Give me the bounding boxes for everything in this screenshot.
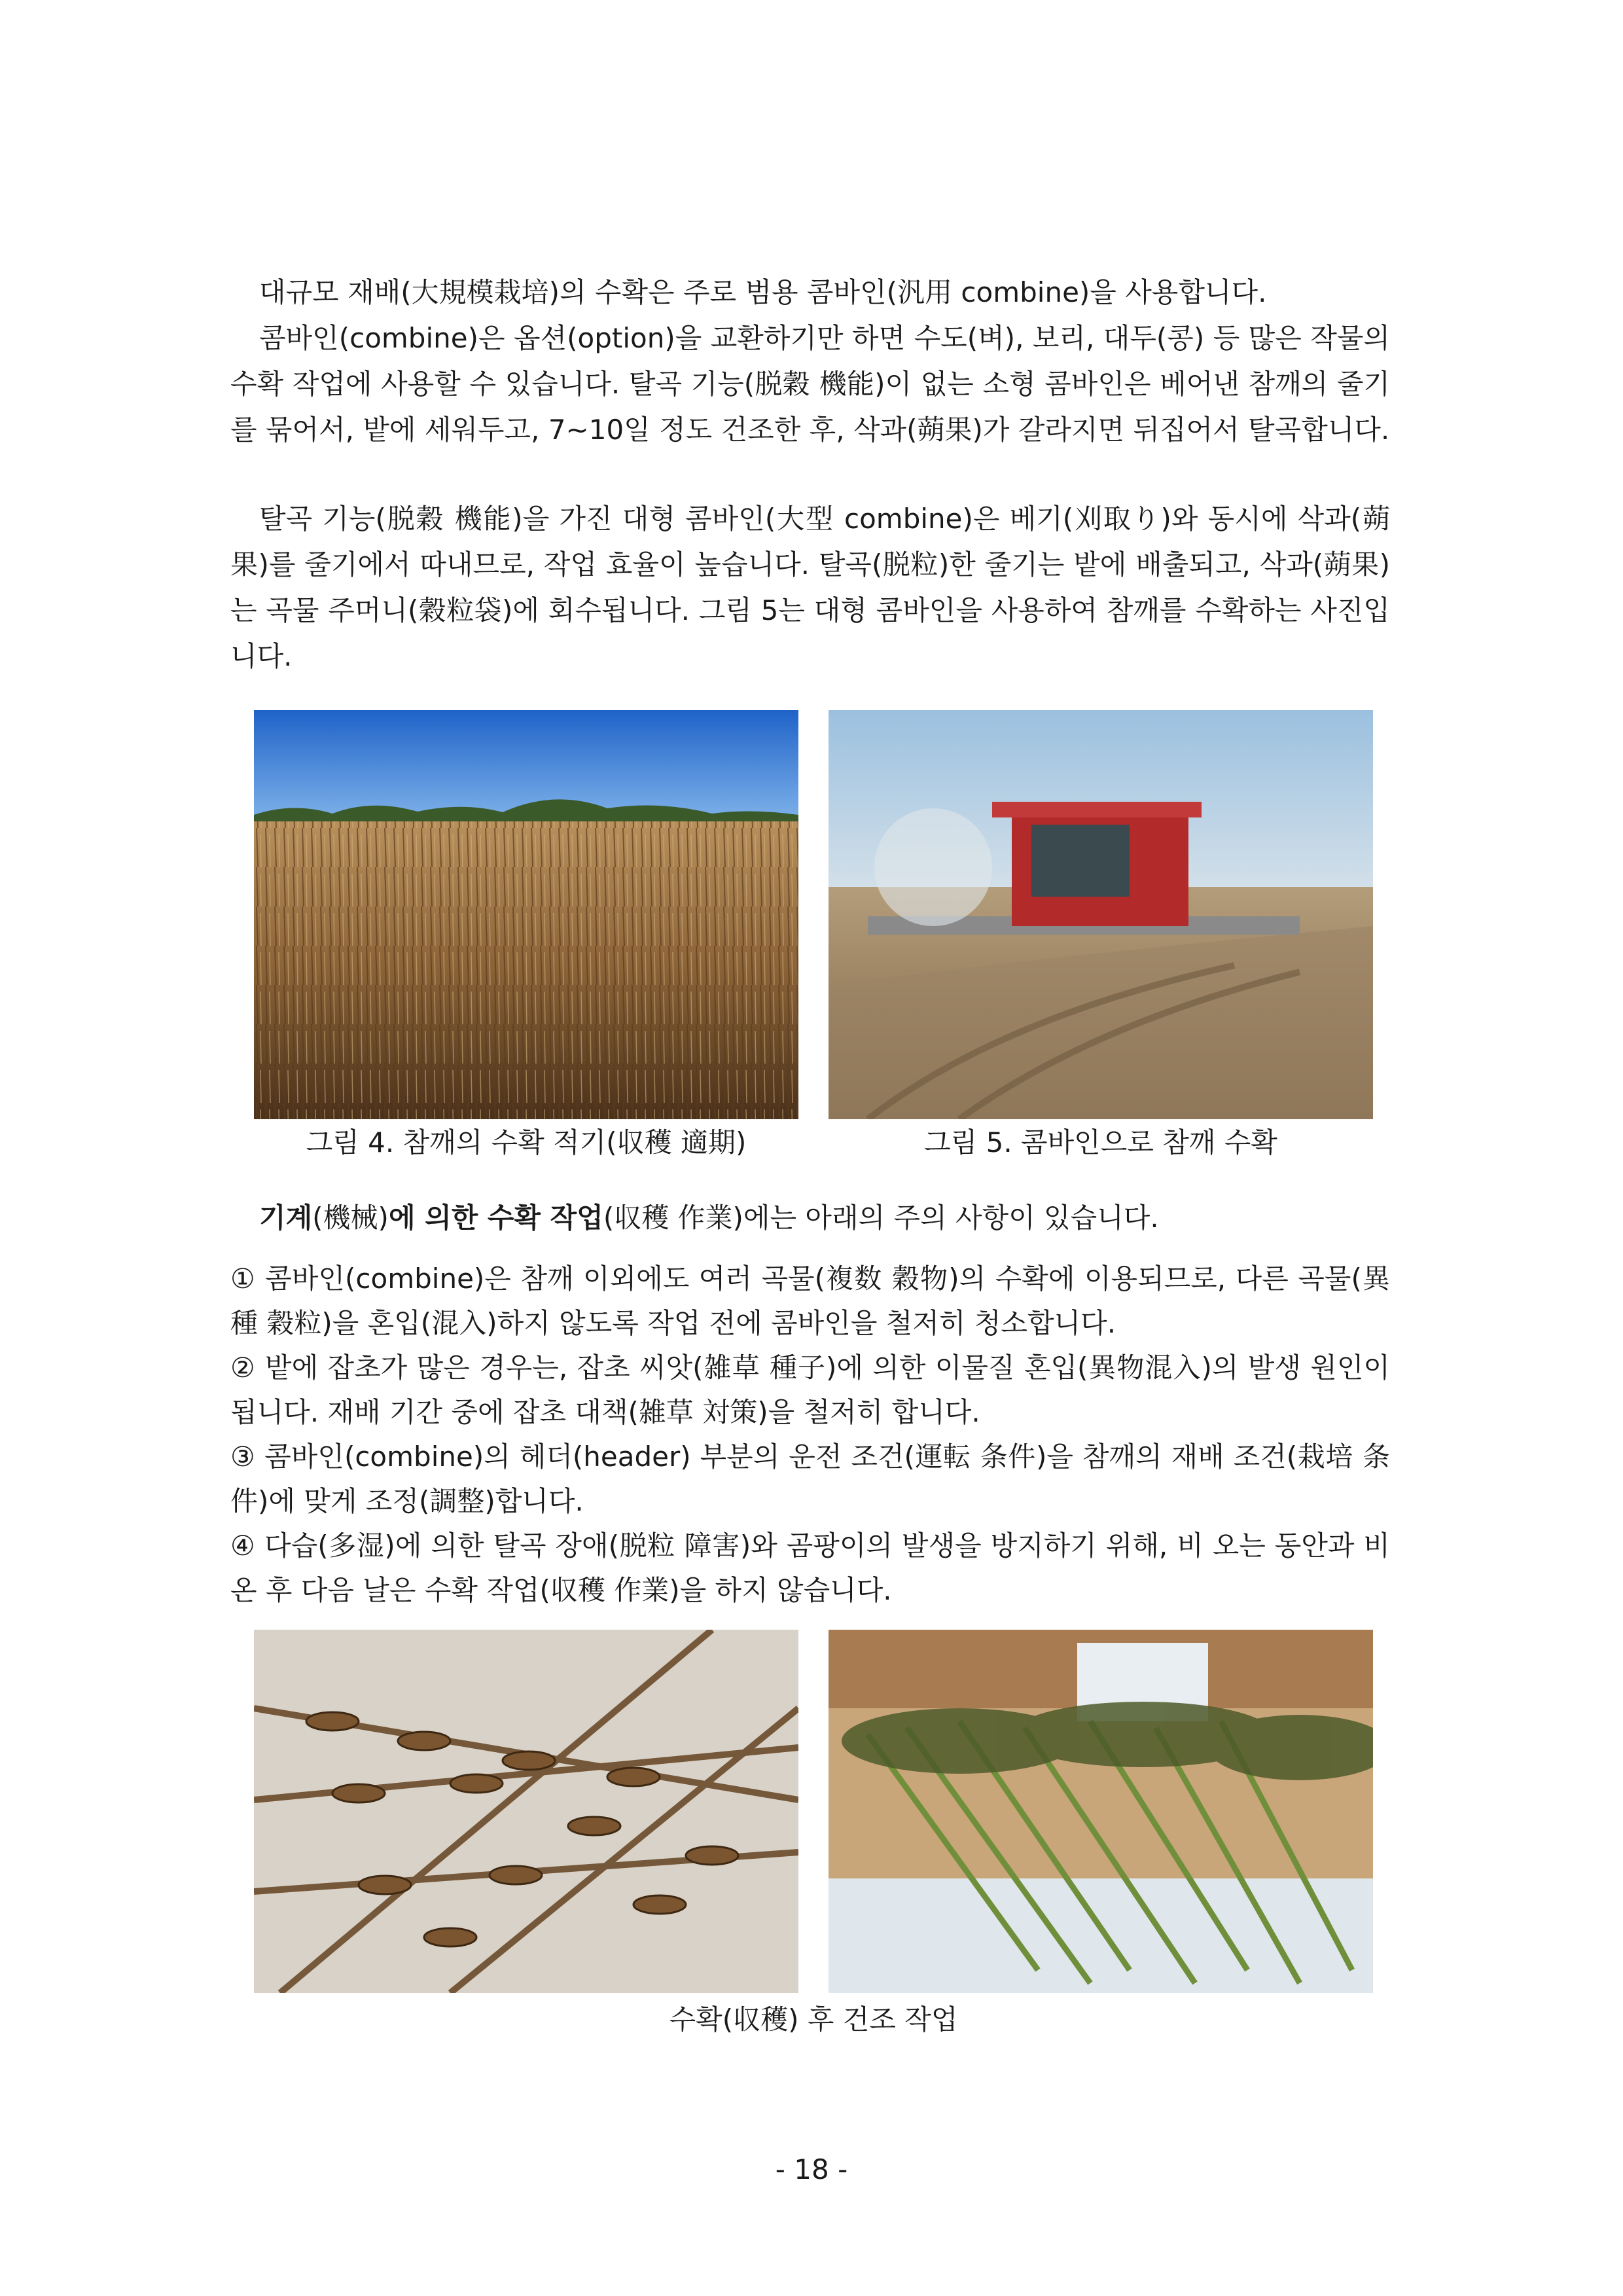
page-number: - 18 - [775, 2153, 848, 2185]
combine-harvest-photo [829, 710, 1373, 1119]
paragraph-1: 대규모 재배(大規模栽培)의 수확은 주로 범용 콤바인(汎用 combine)을 사용합니다. [259, 276, 1267, 308]
notice-item-2: ② 밭에 잡초가 많은 경우는, 잡초 씨앗(雑草 種子)에 의한 이물질 혼입(異物混入)의 발생 원인이 됩니다. 재배 기간 중에 잡초 대책(雑草 対策)을 철저히 합니다. [230, 1352, 1390, 1428]
notice-item-1: ① 콤바인(combine)은 참깨 이외에도 여러 곡물(複数 穀物)의 수확에 이용되므로, 다른 곡물(異種 穀粒)을 혼입(混入)하지 않도록 작업 전에 콤바인을 철저히 청소합니다. [230, 1263, 1390, 1339]
paragraph-2: 콤바인(combine)은 옵션(option)을 교환하기만 하면 수도(벼), 보리, 대두(콩) 등 많은 작물의 수확 작업에 사용할 수 있습니다. 탈곡 기능(脱穀 機能)이 없는 소형 콤바인은 베어낸 참깨의 줄기를 묶어서, 밭에 세워두고, 7~10일 정도 건조한 후, 삭과(蒴果)가 갈라지면 뒤집어서 탈곡합니다. [230, 322, 1390, 446]
notice-item-3: ③ 콤바인(combine)의 헤더(header) 부분의 운전 조건(運転 条件)을 참깨의 재배 조건(栽培 条件)에 맞게 조정(調整)합니다. [230, 1441, 1390, 1517]
drying-bundles-photo [829, 1630, 1373, 1993]
paragraph-3: 탈곡 기능(脱穀 機能)을 가진 대형 콤바인(大型 combine)은 베기(刈取り)와 동시에 삭과(蒴果)를 줄기에서 따내므로, 작업 효율이 높습니다. 탈곡(脱粒)한 줄기는 밭에 배출되고, 삭과(蒴果)는 곡물 주머니(穀粒袋)에 회수됩니다. 그림 5는 대형 콤바인을 사용하여 참깨를 수확하는 사진입니다. [230, 503, 1390, 672]
bottom-figure-caption: 수확(収穫) 후 건조 작업 [669, 2003, 958, 2036]
notice-heading: 기계(機械)에 의한 수확 작업(収穫 作業)에는 아래의 주의 사항이 있습니다. [259, 1202, 1159, 1234]
figure-5-caption: 그림 5. 콤바인으로 참깨 수확 [924, 1126, 1277, 1158]
sesame-field-photo [254, 710, 798, 1119]
sesame-capsules-photo [254, 1630, 798, 1993]
notice-item-4: ④ 다습(多湿)에 의한 탈곡 장애(脱粒 障害)와 곰팡이의 발생을 방지하기 위해, 비 오는 동안과 비 온 후 다음 날은 수확 작업(収穫 作業)을 하지 않습니다. [230, 1530, 1390, 1606]
figure-4-caption: 그림 4. 참깨의 수확 적기(収穫 適期) [306, 1126, 747, 1158]
